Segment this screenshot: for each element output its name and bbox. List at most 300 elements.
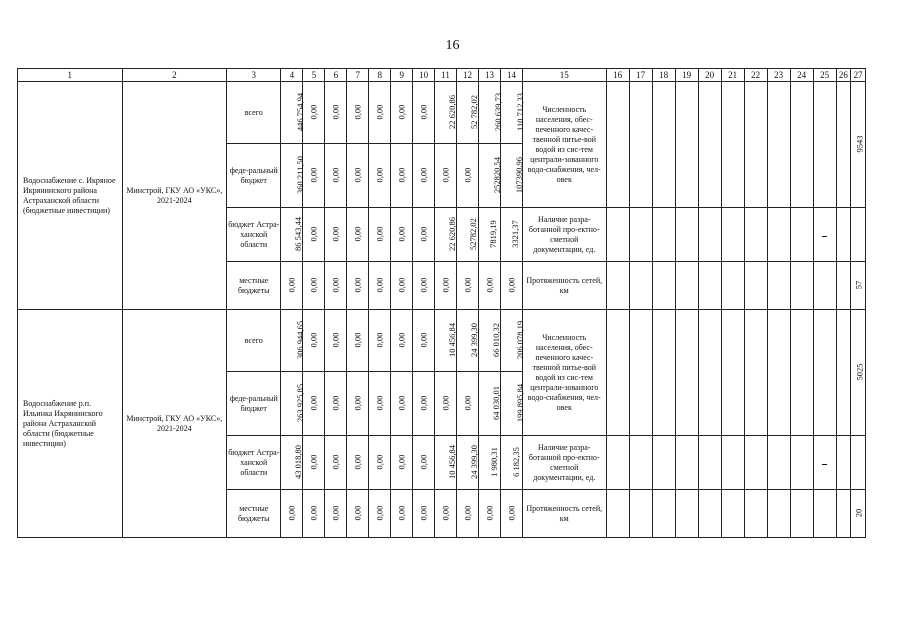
amount-value: 360 211,50 [295, 156, 306, 194]
amount-cell [369, 372, 391, 436]
year-cell-24 [790, 310, 813, 436]
column-number-27: 27 [851, 69, 866, 82]
amount-value: 0,00 [330, 104, 341, 120]
amount-cell [347, 490, 369, 538]
year-cell-26 [836, 82, 851, 208]
amount-value: 0,00 [330, 505, 341, 521]
amount-cell [391, 208, 413, 262]
amount-value: 0,00 [506, 505, 517, 521]
year-cell-27 [851, 82, 866, 208]
column-number-13: 13 [479, 69, 501, 82]
amount-cell [281, 208, 303, 262]
amount-value: 0,00 [352, 277, 363, 293]
amount-value: 0,00 [418, 277, 429, 293]
amount-cell [457, 82, 479, 144]
amount-cell [303, 208, 325, 262]
year-cell-18 [652, 490, 675, 538]
amount-cell [369, 310, 391, 372]
amount-cell [435, 144, 457, 208]
amount-value: 10 456,84 [447, 323, 458, 357]
amount-value: 0,00 [374, 104, 385, 120]
funding-source: бюджет Астра-ханской области [227, 436, 281, 490]
amount-cell [281, 262, 303, 310]
amount-value: 0,00 [330, 226, 341, 242]
amount-cell [303, 262, 325, 310]
funding-source: местные бюджеты [227, 262, 281, 310]
column-number-25: 25 [813, 69, 836, 82]
amount-cell [391, 82, 413, 144]
amount-cell [347, 310, 369, 372]
year-cell-20 [698, 310, 721, 436]
year-cell-24 [790, 490, 813, 538]
amount-cell [303, 82, 325, 144]
amount-value: 0,00 [352, 332, 363, 348]
year-cell-27 [851, 436, 866, 490]
amount-cell [369, 490, 391, 538]
amount-value: 110 712,33 [514, 93, 525, 131]
year-cell-20 [698, 490, 721, 538]
amount-value: 0,00 [308, 277, 319, 293]
year-cell-24 [790, 262, 813, 310]
year-cell-23 [767, 310, 790, 436]
amount-value: 0,00 [374, 505, 385, 521]
amount-cell [500, 436, 522, 490]
year-cell-16 [606, 262, 629, 310]
year-cell-25 [813, 208, 836, 262]
amount-value: 0,00 [418, 167, 429, 183]
amount-cell [457, 436, 479, 490]
amount-value: 0,00 [352, 167, 363, 183]
year-cell-16 [606, 82, 629, 208]
amount-value: 0,00 [308, 104, 319, 120]
section-title: Водоснабжение с. Икряное Икрянинского района Астраханской области (бюджетные инвестиции) [18, 82, 123, 310]
year-cell-21 [721, 262, 744, 310]
amount-cell [413, 262, 435, 310]
amount-value: 0,00 [484, 277, 495, 293]
year-cell-24 [790, 82, 813, 208]
year-cell-24 [790, 208, 813, 262]
amount-cell [325, 310, 347, 372]
year-cell-16 [606, 490, 629, 538]
amount-value: 0,00 [352, 226, 363, 242]
amount-value: 0,00 [374, 226, 385, 242]
column-number-17: 17 [629, 69, 652, 82]
year-cell-27 [851, 310, 866, 436]
amount-value: 0,00 [418, 332, 429, 348]
amount-value: 0,00 [352, 454, 363, 470]
amount-value: 0,00 [352, 395, 363, 411]
amount-cell [435, 262, 457, 310]
year-cell-22 [744, 208, 767, 262]
amount-cell [435, 490, 457, 538]
amount-cell [435, 208, 457, 262]
amount-cell [303, 144, 325, 208]
year-cell-18 [652, 262, 675, 310]
year-cell-21 [721, 490, 744, 538]
amount-cell [413, 82, 435, 144]
year-cell-26 [836, 310, 851, 436]
amount-value: 0,00 [330, 395, 341, 411]
amount-cell [391, 310, 413, 372]
amount-value: 0,00 [308, 167, 319, 183]
amount-cell [281, 310, 306, 372]
table-row [18, 82, 866, 144]
indicator-name: Наличие разра-ботанной про-ектно-сметной документации, ед. [522, 208, 606, 262]
financing-table [17, 68, 866, 538]
indicator-name: Численность населения, обес-печенного качес-твенной питье-вой водой из сис-тем централи-зованного водо-снабжения, чел-овек [522, 82, 606, 208]
amount-cell [325, 372, 347, 436]
amount-cell [347, 82, 369, 144]
amount-value: 43 018,80 [293, 445, 304, 479]
amount-value: 0,00 [418, 454, 429, 470]
year-cell-17 [629, 490, 652, 538]
page-number: 16 [445, 38, 460, 53]
column-number-14: 14 [500, 69, 522, 82]
amount-value: 0,00 [374, 277, 385, 293]
column-number-26: 26 [836, 69, 851, 82]
column-number-24: 24 [790, 69, 813, 82]
amount-cell [347, 262, 369, 310]
year-cell-21 [721, 208, 744, 262]
amount-cell [413, 490, 435, 538]
year-cell-18 [652, 208, 675, 262]
year-cell-20 [698, 82, 721, 208]
funding-source: феде-ральный бюджет [227, 372, 281, 436]
amount-value: 260 639,73 [493, 92, 504, 132]
year-cell-19 [675, 208, 698, 262]
amount-value: 0,00 [374, 395, 385, 411]
amount-cell [391, 372, 413, 436]
year-cell-27 [851, 208, 866, 262]
year-cell-20 [698, 208, 721, 262]
amount-value: 263 925,85 [295, 383, 306, 423]
column-number-10: 10 [413, 69, 435, 82]
amount-value: 22 620,86 [447, 95, 458, 129]
amount-cell [325, 82, 347, 144]
amount-value: 0,00 [308, 505, 319, 521]
year-cell-21 [721, 436, 744, 490]
amount-cell [457, 490, 479, 538]
amount-value: 0,00 [330, 167, 341, 183]
amount-value: 0,00 [308, 395, 319, 411]
amount-value: 10 456,84 [447, 445, 458, 479]
amount-value: 0,00 [396, 454, 407, 470]
amount-cell [479, 372, 501, 436]
amount-value: 1 980,31 [488, 447, 499, 477]
amount-value: 206 078,19 [515, 320, 526, 360]
amount-value: 0,00 [440, 505, 451, 521]
responsible-executor: Минстрой, ГКУ АО «УКС», 2021-2024 [122, 310, 227, 538]
column-number-7: 7 [347, 69, 369, 82]
amount-value: 0,00 [396, 226, 407, 242]
indicator-value: 5025 [854, 363, 865, 381]
amount-cell [413, 436, 435, 490]
amount-value: 107390,96 [514, 156, 525, 194]
amount-value: 0,00 [308, 226, 319, 242]
amount-cell [479, 310, 501, 372]
amount-value: 0,00 [374, 167, 385, 183]
funding-source: всего [227, 82, 281, 144]
year-cell-27 [851, 490, 866, 538]
year-cell-26 [836, 262, 851, 310]
amount-cell [500, 262, 522, 310]
column-number-19: 19 [675, 69, 698, 82]
column-number-2: 2 [122, 69, 227, 82]
amount-value: 0,00 [506, 277, 517, 293]
year-cell-17 [629, 208, 652, 262]
year-cell-21 [721, 310, 744, 436]
indicator-value: 9543 [854, 135, 865, 153]
column-number-11: 11 [435, 69, 457, 82]
year-cell-25 [813, 490, 836, 538]
year-cell-19 [675, 436, 698, 490]
amount-cell [347, 144, 369, 208]
amount-cell [500, 82, 525, 144]
funding-source: местные бюджеты [227, 490, 281, 538]
indicator-name: Протяженность сетей, км [522, 262, 606, 310]
amount-value: 22 620,86 [447, 217, 458, 251]
amount-cell [369, 436, 391, 490]
amount-cell [347, 436, 369, 490]
year-cell-22 [744, 262, 767, 310]
column-number-12: 12 [457, 69, 479, 82]
amount-cell [281, 490, 303, 538]
amount-value: 0,00 [418, 104, 429, 120]
amount-value: 7819,19 [487, 220, 498, 248]
year-cell-19 [675, 490, 698, 538]
amount-value: 52782,02 [468, 218, 479, 250]
year-cell-17 [629, 82, 652, 208]
amount-cell [281, 144, 306, 208]
indicator-value: 20 [853, 508, 864, 518]
year-cell-23 [767, 208, 790, 262]
amount-value: 24 399,30 [469, 445, 480, 479]
year-cell-22 [744, 82, 767, 208]
year-cell-22 [744, 310, 767, 436]
amount-value: 306 944,65 [295, 320, 306, 360]
amount-cell [391, 436, 413, 490]
amount-value: 3321,37 [509, 220, 520, 248]
year-cell-22 [744, 436, 767, 490]
amount-value: 0,00 [462, 277, 473, 293]
amount-value: 0,00 [462, 505, 473, 521]
amount-value: 199 895,84 [515, 383, 526, 423]
amount-cell [391, 144, 413, 208]
year-cell-21 [721, 82, 744, 208]
amount-value: 0,00 [352, 505, 363, 521]
year-cell-18 [652, 82, 675, 208]
amount-cell [369, 82, 391, 144]
column-number-20: 20 [698, 69, 721, 82]
year-cell-23 [767, 262, 790, 310]
amount-cell [413, 208, 435, 262]
amount-value: 0,00 [418, 505, 429, 521]
year-cell-27 [851, 262, 866, 310]
amount-value: 0,00 [440, 167, 451, 183]
funding-source: всего [227, 310, 281, 372]
column-number-6: 6 [325, 69, 347, 82]
amount-value: 0,00 [308, 332, 319, 348]
amount-cell [500, 144, 525, 208]
year-cell-17 [629, 436, 652, 490]
amount-cell [435, 82, 457, 144]
year-cell-18 [652, 436, 675, 490]
amount-cell [281, 372, 306, 436]
indicator-value [822, 236, 827, 237]
indicator-value: 57 [853, 280, 864, 290]
year-cell-19 [675, 82, 698, 208]
amount-value: 0,00 [286, 505, 297, 521]
year-cell-17 [629, 262, 652, 310]
amount-cell [457, 144, 479, 208]
amount-value: 0,00 [396, 277, 407, 293]
amount-value: 0,00 [396, 332, 407, 348]
amount-value: 0,00 [374, 332, 385, 348]
year-cell-22 [744, 490, 767, 538]
amount-cell [303, 436, 325, 490]
amount-value: 0,00 [396, 104, 407, 120]
year-cell-19 [675, 262, 698, 310]
year-cell-26 [836, 490, 851, 538]
amount-cell [413, 372, 435, 436]
amount-cell [325, 208, 347, 262]
amount-cell [347, 372, 369, 436]
year-cell-23 [767, 436, 790, 490]
amount-value: 0,00 [440, 395, 451, 411]
amount-value: 0,00 [286, 277, 297, 293]
amount-value: 0,00 [418, 395, 429, 411]
year-cell-17 [629, 310, 652, 436]
column-number-4: 4 [281, 69, 303, 82]
year-cell-25 [813, 436, 836, 490]
amount-cell [457, 208, 479, 262]
year-cell-16 [606, 310, 629, 436]
year-cell-25 [813, 310, 836, 436]
amount-cell [325, 144, 347, 208]
amount-value: 0,00 [396, 395, 407, 411]
amount-cell [500, 310, 526, 372]
amount-cell [457, 262, 479, 310]
column-number-21: 21 [721, 69, 744, 82]
column-number-3: 3 [227, 69, 281, 82]
year-cell-25 [813, 262, 836, 310]
amount-value: 86 543,44 [293, 217, 304, 251]
year-cell-25 [813, 82, 836, 208]
column-number-1: 1 [18, 69, 123, 82]
year-cell-16 [606, 208, 629, 262]
amount-cell [369, 208, 391, 262]
amount-value: 0,00 [352, 104, 363, 120]
amount-cell [479, 144, 501, 208]
amount-value: 24 399,30 [469, 323, 480, 357]
year-cell-23 [767, 490, 790, 538]
column-number-8: 8 [369, 69, 391, 82]
column-number-9: 9 [391, 69, 413, 82]
amount-cell [391, 262, 413, 310]
amount-value: 252820,54 [492, 156, 503, 194]
year-cell-20 [698, 262, 721, 310]
column-number-5: 5 [303, 69, 325, 82]
year-cell-16 [606, 436, 629, 490]
column-number-18: 18 [652, 69, 675, 82]
indicator-name: Численность населения, обес-печенного качес-твенной питье-вой водой из сис-тем централи-зованного водо-снабжения, чел-овек [522, 310, 606, 436]
amount-cell [391, 490, 413, 538]
year-cell-23 [767, 82, 790, 208]
year-cell-20 [698, 436, 721, 490]
amount-cell [479, 490, 501, 538]
amount-value: 0,00 [330, 277, 341, 293]
amount-cell [325, 436, 347, 490]
amount-value: 0,00 [440, 277, 451, 293]
amount-cell [435, 310, 457, 372]
amount-cell [500, 208, 522, 262]
year-cell-26 [836, 208, 851, 262]
amount-cell [479, 208, 501, 262]
amount-cell [281, 436, 303, 490]
column-number-15: 15 [522, 69, 606, 82]
amount-value: 0,00 [462, 167, 473, 183]
amount-cell [435, 436, 457, 490]
funding-source: бюджет Астра-ханской области [227, 208, 281, 262]
amount-value: 0,00 [462, 395, 473, 411]
amount-cell [369, 144, 391, 208]
amount-value: 446 754,94 [295, 92, 306, 132]
amount-cell [413, 310, 435, 372]
amount-cell [281, 82, 306, 144]
amount-cell [325, 490, 347, 538]
indicator-name: Протяженность сетей, км [522, 490, 606, 538]
section-title: Водоснабжение р.п. Ильинка Икрянинского района Астраханской области (бюджетные инвестиции) [18, 310, 123, 538]
amount-value: 0,00 [308, 454, 319, 470]
amount-cell [479, 436, 501, 490]
amount-cell [479, 262, 501, 310]
year-cell-18 [652, 310, 675, 436]
amount-cell [457, 372, 479, 436]
amount-cell [325, 262, 347, 310]
year-cell-19 [675, 310, 698, 436]
amount-value: 0,00 [330, 454, 341, 470]
amount-cell [303, 310, 325, 372]
indicator-name: Наличие разра-ботанной про-ектно-сметной документации, ед. [522, 436, 606, 490]
indicator-value [822, 464, 827, 465]
amount-cell [479, 82, 504, 144]
amount-value: 0,00 [396, 167, 407, 183]
amount-value: 0,00 [330, 332, 341, 348]
year-cell-24 [790, 436, 813, 490]
amount-value: 0,00 [484, 505, 495, 521]
amount-value: 0,00 [418, 226, 429, 242]
amount-cell [435, 372, 457, 436]
responsible-executor: Минстрой, ГКУ АО «УКС», 2021-2024 [122, 82, 227, 310]
amount-value: 52 782,02 [469, 95, 480, 129]
amount-cell [303, 372, 325, 436]
amount-cell [303, 490, 325, 538]
column-number-row [18, 69, 866, 82]
amount-cell [369, 262, 391, 310]
amount-cell [457, 310, 479, 372]
table-row [18, 310, 866, 372]
amount-value: 66 010,32 [491, 323, 502, 357]
amount-value: 64 030,01 [491, 386, 502, 420]
column-number-22: 22 [744, 69, 767, 82]
funding-source: феде-ральный бюджет [227, 144, 281, 208]
amount-cell [500, 490, 522, 538]
column-number-23: 23 [767, 69, 790, 82]
year-cell-26 [836, 436, 851, 490]
amount-value: 6 182,35 [510, 447, 521, 477]
amount-cell [500, 372, 526, 436]
amount-value: 0,00 [374, 454, 385, 470]
